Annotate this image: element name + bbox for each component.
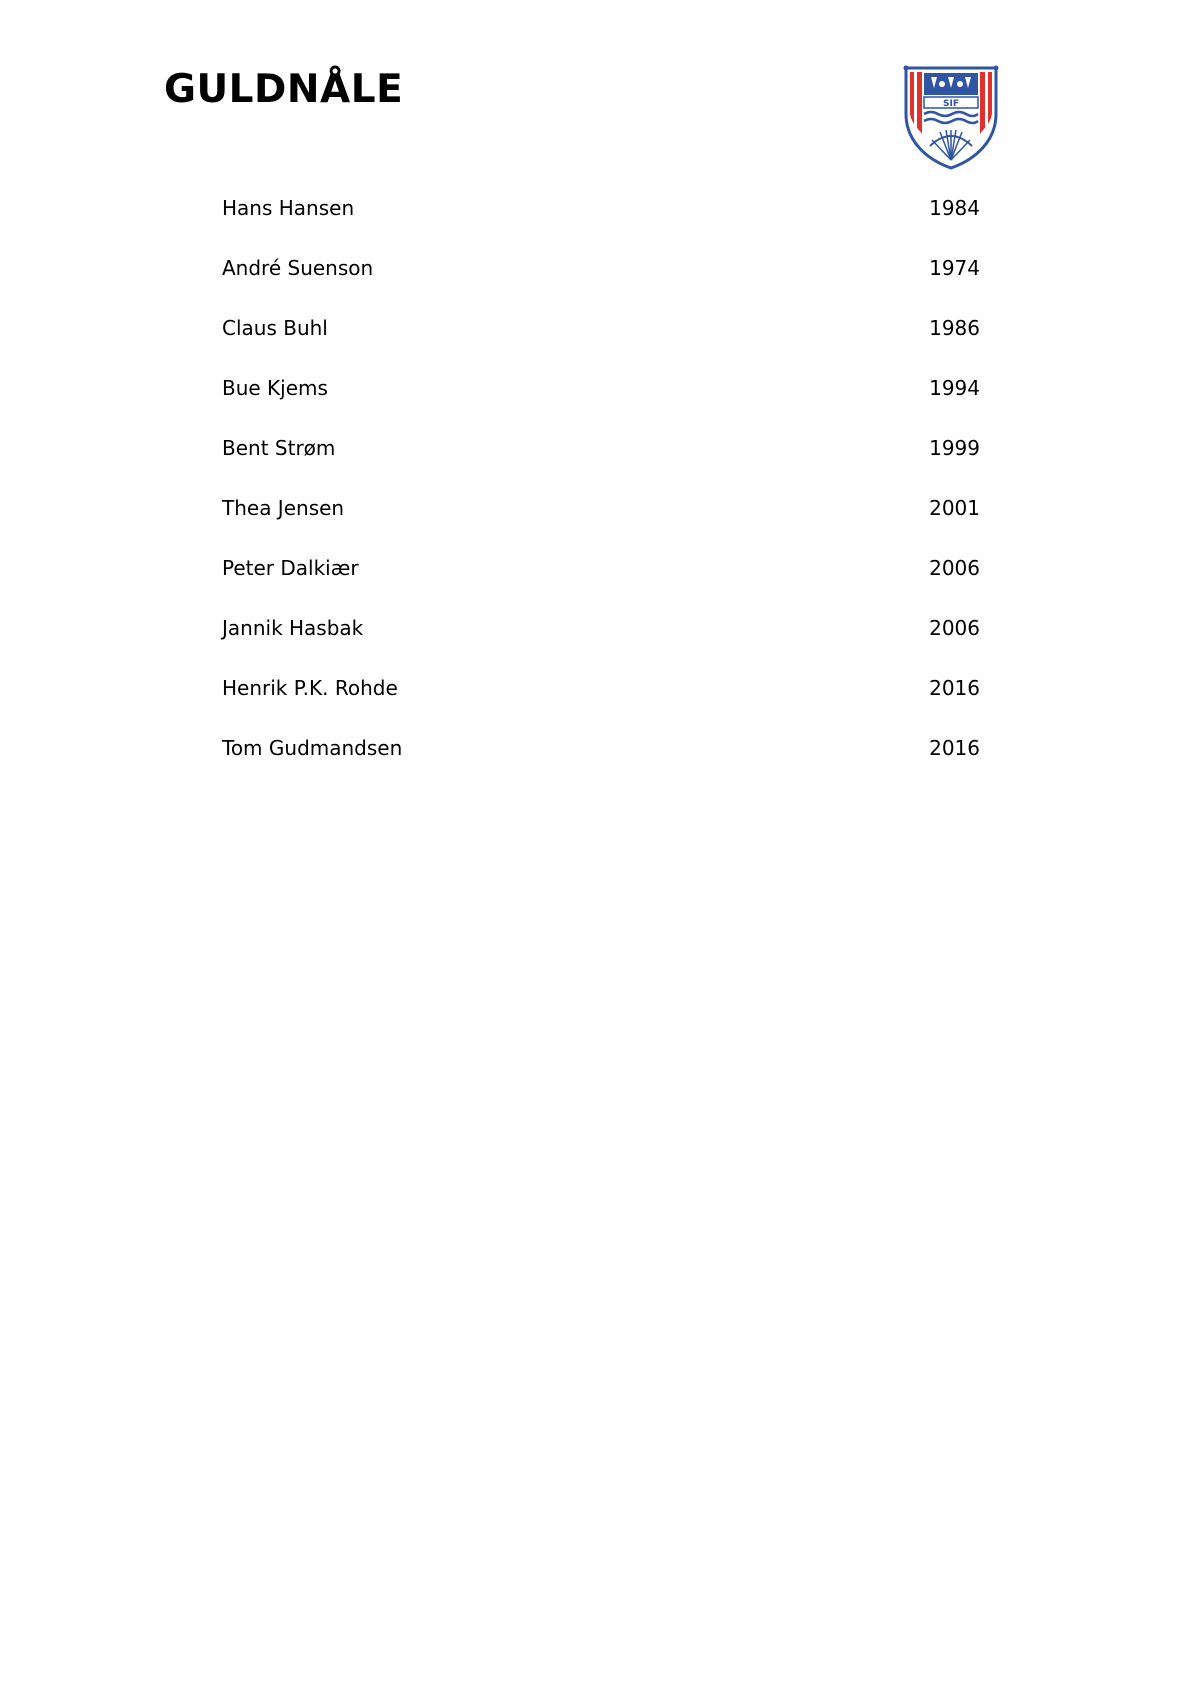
award-year: 1999	[929, 436, 980, 460]
list-item	[222, 490, 980, 550]
award-year: 2001	[929, 496, 980, 520]
list-item	[222, 250, 980, 310]
award-year: 1986	[929, 316, 980, 340]
list-item	[222, 370, 980, 430]
list-item	[222, 310, 980, 370]
recipient-name: Bue Kjems	[222, 376, 328, 400]
list-item	[222, 730, 980, 790]
guldnaale-list	[222, 190, 980, 790]
list-item	[222, 550, 980, 610]
award-year: 1984	[929, 196, 980, 220]
list-item	[222, 610, 980, 670]
recipient-name: Thea Jensen	[222, 496, 345, 520]
award-year: 2006	[929, 556, 980, 580]
recipient-name: Henrik P.K. Rohde	[222, 676, 398, 700]
recipient-name: André Suenson	[222, 256, 374, 280]
page-title: GULDNÅLE	[164, 67, 404, 112]
award-year: 2006	[929, 616, 980, 640]
award-year: 1974	[929, 256, 980, 280]
list-item	[222, 670, 980, 730]
recipient-name: Tom Gudmandsen	[222, 736, 403, 760]
recipient-name: Bent Strøm	[222, 436, 336, 460]
crest-label: SIF	[943, 99, 959, 109]
club-crest-logo	[900, 64, 1002, 170]
award-year: 1994	[929, 376, 980, 400]
award-year: 2016	[929, 736, 980, 760]
recipient-name: Jannik Hasbak	[222, 616, 364, 640]
list-item	[222, 430, 980, 490]
award-year: 2016	[929, 676, 980, 700]
recipient-name: Hans Hansen	[222, 196, 355, 220]
recipient-name: Claus Buhl	[222, 316, 328, 340]
list-item	[222, 190, 980, 250]
recipient-name: Peter Dalkiær	[222, 556, 359, 580]
